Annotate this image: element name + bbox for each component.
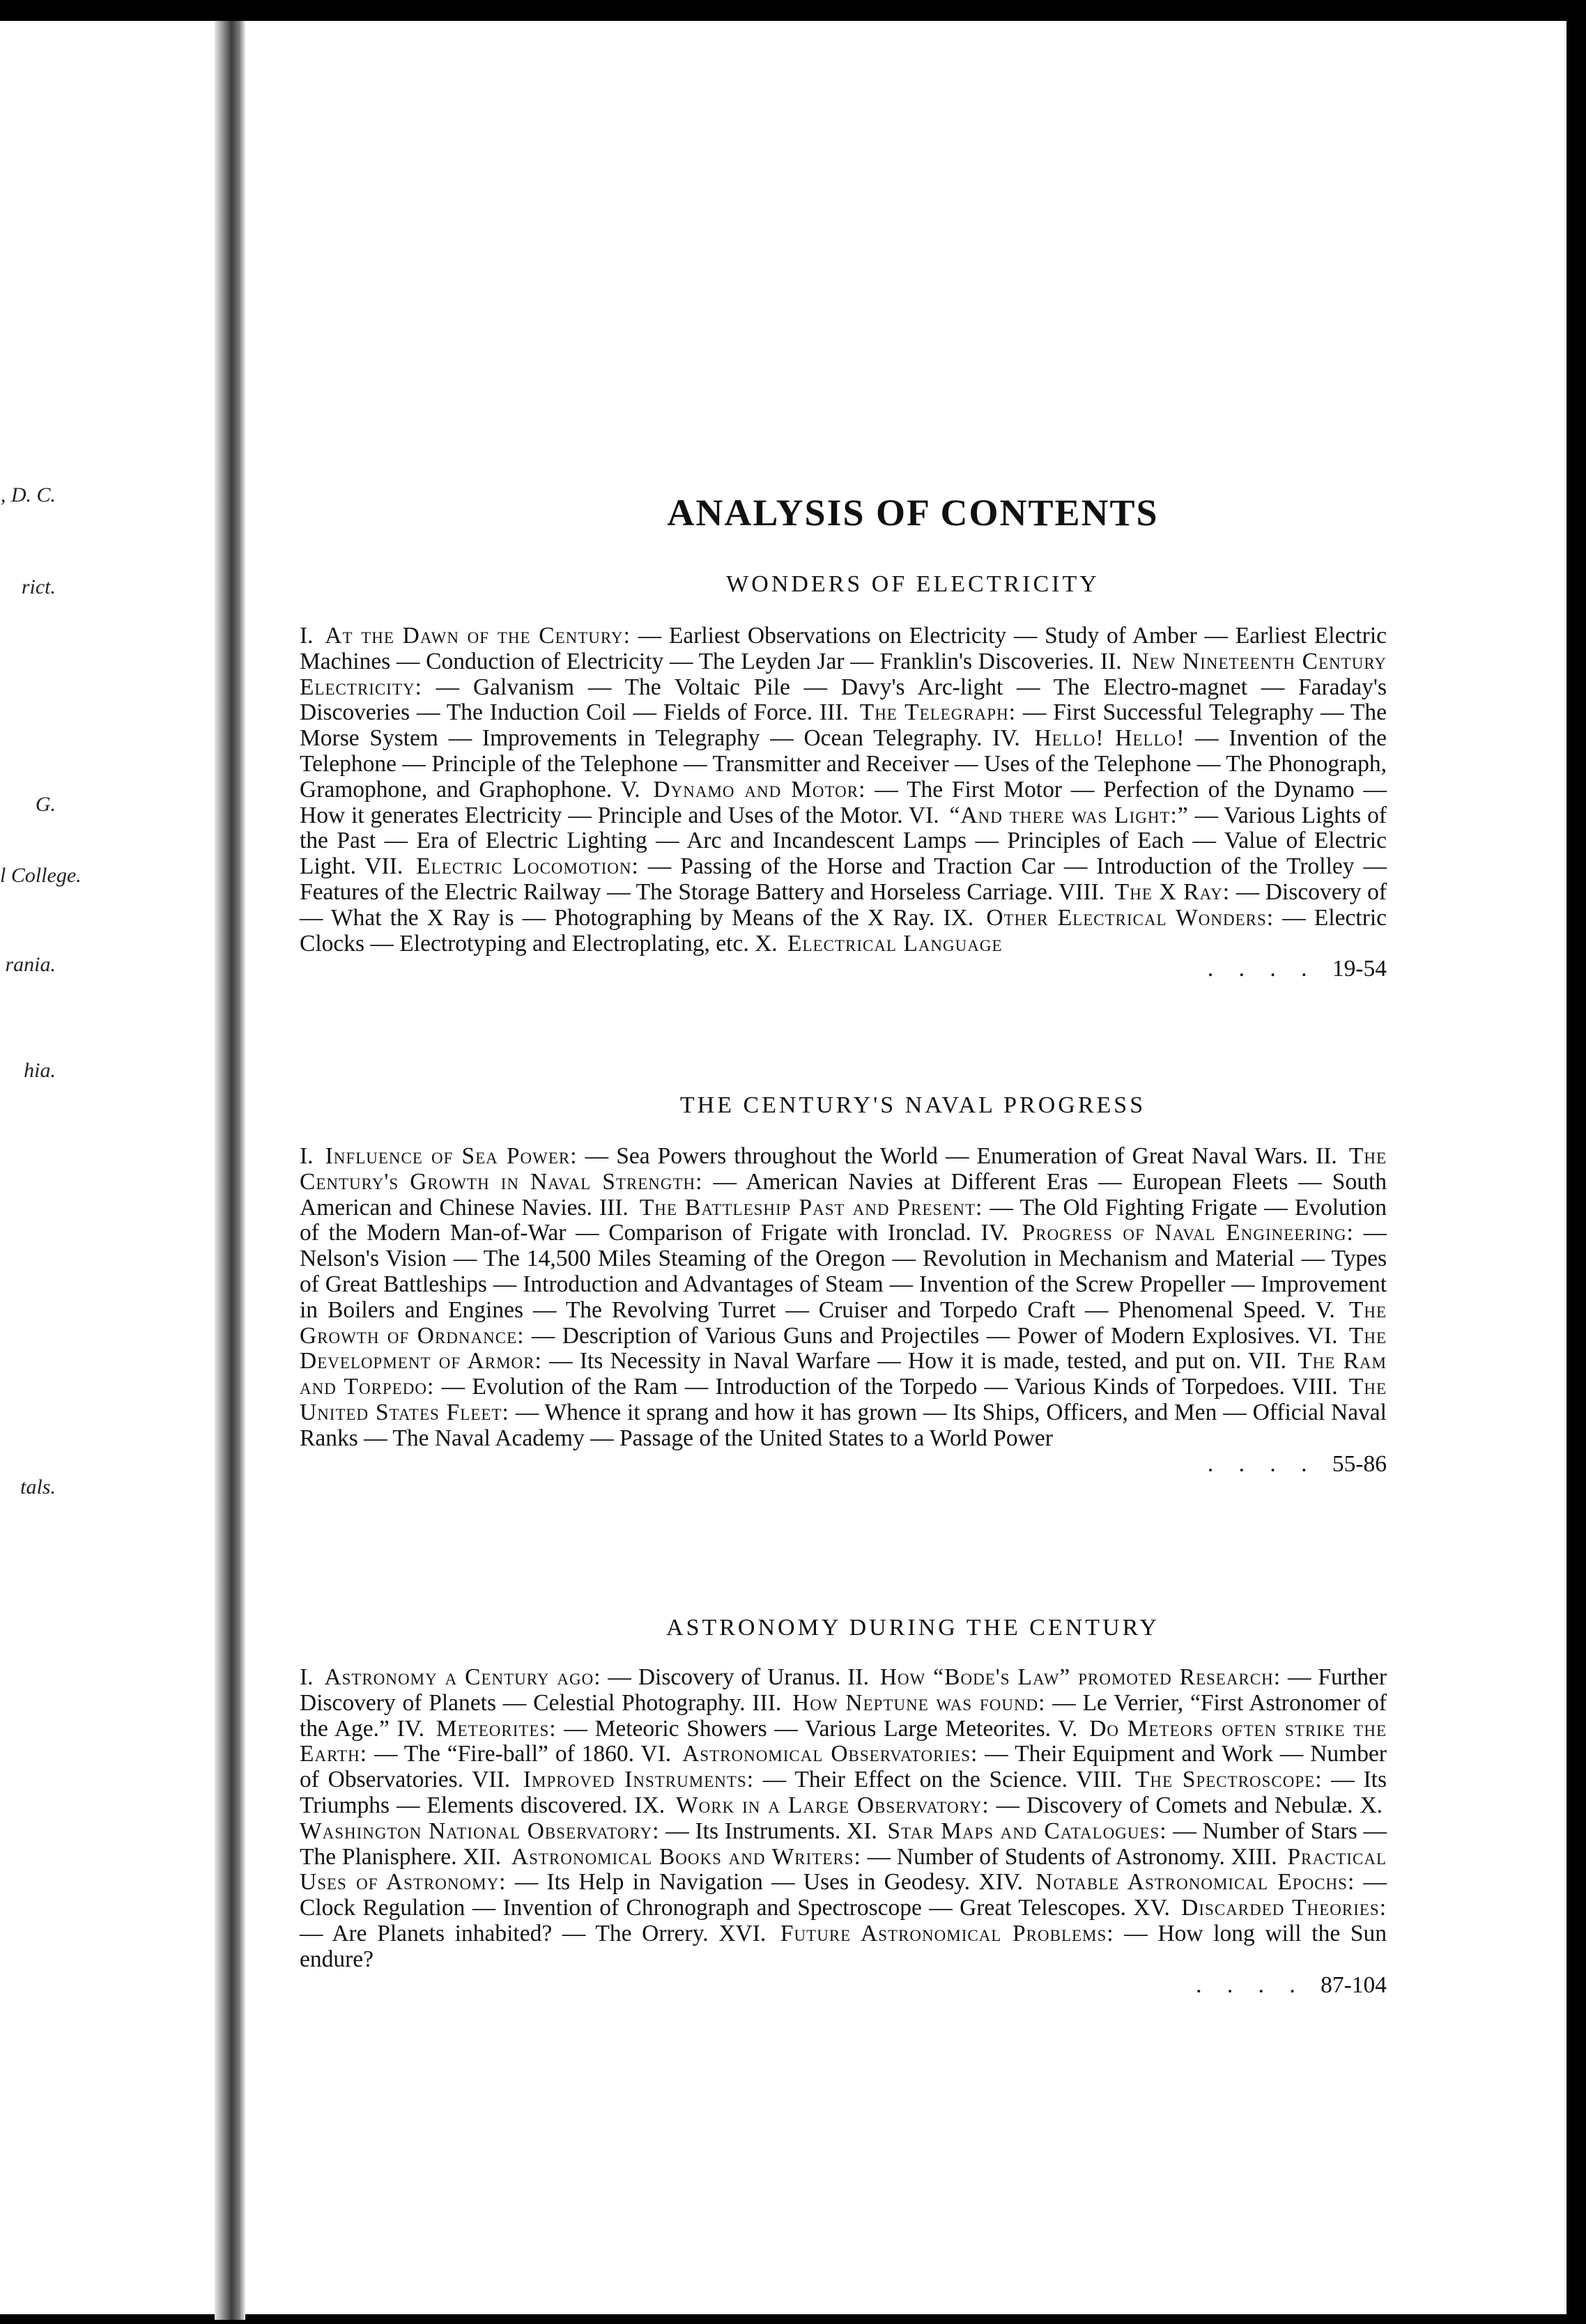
topic-description: — Number of Students of Astronomy. bbox=[861, 1843, 1225, 1870]
left-margin-fragment: l College. bbox=[0, 864, 82, 887]
topic-number: I. bbox=[300, 1143, 314, 1169]
topic-heading: Work in a Large Observatory: bbox=[676, 1792, 990, 1818]
topic-number: VI. bbox=[908, 802, 939, 828]
topic-description: — Its Help in Navigation — Uses in Geodesy. bbox=[506, 1869, 971, 1896]
topic-heading: The Telegraph: bbox=[859, 699, 1017, 726]
topic-heading: Notable Astronomical Epochs: bbox=[1035, 1869, 1355, 1896]
dot-leader: . . . . bbox=[1196, 1972, 1321, 1998]
topic-entry bbox=[463, 1844, 1225, 1870]
topic-number: X. bbox=[755, 930, 778, 956]
topic-number: XIII. bbox=[1231, 1843, 1277, 1870]
topic-heading: Astronomical Observatories: bbox=[682, 1741, 978, 1767]
topic-number: XIV. bbox=[978, 1869, 1023, 1896]
topic-heading: Dynamo and Motor: bbox=[653, 776, 866, 803]
left-margin-fragment: , D. C. bbox=[0, 483, 56, 506]
topic-number: IV. bbox=[980, 1220, 1008, 1246]
topic-description: — Meteoric Showers — Various Large Meteorites. bbox=[556, 1715, 1052, 1742]
topic-description: — Le Verrier, “First Astronomer of the Age.” bbox=[300, 1689, 1387, 1742]
section-title-astronomy: ASTRONOMY DURING THE CENTURY bbox=[666, 1615, 1160, 1641]
topic-heading: How “Bode's Law” promoted Research: bbox=[879, 1664, 1281, 1690]
left-margin-fragment: G. bbox=[35, 793, 56, 816]
page-title: ANALYSIS OF CONTENTS bbox=[667, 492, 1159, 534]
topic-heading: How Neptune was found: bbox=[792, 1689, 1046, 1716]
topic-number: X. bbox=[1360, 1792, 1383, 1818]
topic-heading: New Nineteenth Century Electricity: bbox=[300, 648, 1387, 700]
topic-heading: Progress of Naval Engineering: bbox=[1022, 1220, 1354, 1246]
topic-description: — Galvanism — The Voltaic Pile — Davy's Arc-light — The Electro-magnet — Faraday's Discoveries — The Induction Coil — Fields of Force. bbox=[300, 674, 1387, 726]
page-range: 55-86 bbox=[1332, 1451, 1387, 1477]
topic-number: I. bbox=[300, 1664, 314, 1690]
topic-heading: Improved Instruments: bbox=[523, 1767, 755, 1793]
topic-heading: The Development of Armor: bbox=[300, 1322, 1387, 1374]
dot-leader: . . . . bbox=[1207, 956, 1332, 982]
topic-heading: Electrical Language bbox=[787, 930, 1003, 956]
page-range-line bbox=[300, 956, 1387, 982]
topic-description: — Whence it sprang and how it has grown — Its Ships, Officers, and Men — Official Naval Ranks — The Naval Academy — Passage of the United States to a World Power bbox=[300, 1399, 1387, 1451]
topic-number: III. bbox=[819, 699, 849, 726]
topic-number: VI. bbox=[640, 1741, 672, 1767]
topic-entry bbox=[300, 1143, 1308, 1169]
topic-description: — Their Effect on the Science. bbox=[754, 1767, 1068, 1793]
topic-description: — Evolution of the Ram — Introduction of the Torpedo — Various Kinds of Torpedoes. bbox=[434, 1374, 1285, 1400]
topic-number: III. bbox=[599, 1194, 629, 1221]
topic-heading: Meteorites: bbox=[436, 1715, 557, 1742]
topic-description: — Its Triumphs — Elements discovered. bbox=[300, 1767, 1387, 1818]
topic-number: IX. bbox=[634, 1792, 665, 1818]
topic-heading: Discarded Theories: bbox=[1181, 1895, 1387, 1921]
topic-number: II. bbox=[1316, 1143, 1337, 1169]
topic-description: — Further Discovery of Planets — Celestial Photography. bbox=[300, 1664, 1387, 1716]
topic-heading: Astronomy a Century ago: bbox=[324, 1664, 601, 1690]
topic-description: — Its Necessity in Naval Warfare — How it is made, tested, and put on. bbox=[541, 1348, 1242, 1374]
topic-number: V. bbox=[1315, 1296, 1335, 1323]
topic-description: — Their Equipment and Work — Number of Observatories. bbox=[300, 1741, 1387, 1793]
topic-description: — The Old Fighting Frigate — Evolution of the Modern Man-of-War — Comparison of Frigate with Ironclad. bbox=[300, 1194, 1387, 1246]
topic-number: II. bbox=[1100, 648, 1122, 674]
left-margin-fragment: hia. bbox=[24, 1059, 56, 1082]
topic-entry bbox=[472, 1767, 1068, 1792]
topic-description: — Earliest Observations on Electricity — Study of Amber — Earliest Electric Machines — Conduction of Electricity — The Leyden Jar — Franklin's Discoveries. bbox=[300, 623, 1387, 674]
topic-number: IX. bbox=[943, 904, 974, 931]
topic-description: — The “Fire-ball” of 1860. bbox=[367, 1741, 635, 1767]
left-margin-fragment: rania. bbox=[5, 953, 56, 976]
topic-description: — Electric Clocks — Electrotyping and Electroplating, etc. bbox=[300, 904, 1387, 956]
topic-number: V. bbox=[620, 776, 640, 803]
topic-number: IV. bbox=[396, 1715, 425, 1742]
topic-number: VIII. bbox=[1291, 1374, 1338, 1400]
topic-description: — Discovery of — What the X Ray is — Photographing by Means of the X Ray. bbox=[300, 878, 1387, 931]
topic-number: II. bbox=[847, 1664, 869, 1690]
topic-heading: The Battleship Past and Present: bbox=[639, 1194, 983, 1221]
topic-heading: Practical Uses of Astronomy: bbox=[300, 1843, 1387, 1896]
page-range-line bbox=[300, 1973, 1387, 1999]
topic-entry bbox=[300, 1664, 840, 1690]
topic-number: I. bbox=[300, 623, 314, 649]
topic-heading: The X Ray: bbox=[1114, 878, 1231, 905]
left-margin-fragment: rict. bbox=[21, 575, 56, 598]
topic-description: — How long will the Sun endure? bbox=[300, 1920, 1387, 1972]
topic-number: VI. bbox=[1307, 1322, 1338, 1349]
topic-description: — Various Lights of the Past — Era of Electric Lighting — Arc and Incandescent Lamps — Principles of Each — Value of Electric Light. bbox=[300, 802, 1387, 880]
page-range: 19-54 bbox=[1332, 956, 1387, 982]
topic-number: III. bbox=[752, 1689, 782, 1716]
topic-description: — Passing of the Horse and Traction Car — Introduction of the Trolley — Features of the Electric Railway — The Storage Battery and Horseless Carriage. bbox=[300, 853, 1387, 905]
topic-description: — American Navies at Different Eras — European Fleets — South American and Chinese Navies. bbox=[300, 1168, 1387, 1221]
topic-heading: Future Astronomical Problems: bbox=[780, 1920, 1114, 1946]
topic-entry bbox=[397, 1716, 1051, 1742]
topic-description: — First Successful Telegraphy — The Morse System — Improvements in Telegraphy — Ocean Telegraphy. bbox=[300, 699, 1387, 752]
topic-description: — Are Planets inhabited? — The Orrery. bbox=[300, 1920, 709, 1946]
topic-number: XI. bbox=[847, 1818, 877, 1844]
topic-entry bbox=[634, 1792, 1353, 1818]
topic-number: XVI. bbox=[718, 1920, 767, 1946]
topic-number: XII. bbox=[463, 1843, 502, 1870]
topic-description: — Number of Stars — The Planisphere. bbox=[300, 1818, 1387, 1870]
topic-description: — Description of Various Guns and Projectiles — Power of Modern Explosives. bbox=[524, 1322, 1300, 1349]
topic-description: — Discovery of Uranus. bbox=[601, 1664, 841, 1690]
topic-entry bbox=[755, 931, 1002, 956]
page-range: 87-104 bbox=[1321, 1972, 1387, 1998]
topic-description: — Its Instruments. bbox=[659, 1818, 841, 1844]
topic-description: — Invention of the Telephone — Principle of the Telephone — Transmitter and Receiver — Uses of the Telephone — The Phonograph, Gramophone, and Graphophone. bbox=[300, 725, 1387, 803]
topic-heading: Electric Locomotion: bbox=[416, 853, 639, 880]
topic-number: VII. bbox=[1248, 1348, 1286, 1374]
topic-heading: Influence of Sea Power: bbox=[325, 1143, 578, 1169]
topic-heading: Hello! Hello! bbox=[1034, 725, 1185, 752]
section-body-astronomy bbox=[300, 1665, 1387, 1998]
topic-number: XV. bbox=[1133, 1895, 1170, 1921]
topic-description: — The First Motor — Perfection of the Dynamo — How it generates Electricity — Principle and Uses of the Motor. bbox=[300, 776, 1387, 828]
section-title-electricity: WONDERS OF ELECTRICITY bbox=[726, 571, 1100, 597]
section-title-naval: THE CENTURY'S NAVAL PROGRESS bbox=[679, 1092, 1146, 1118]
topic-number: IV. bbox=[992, 725, 1020, 752]
topic-description: — Clock Regulation — Invention of Chronograph and Spectroscope — Great Telescopes. bbox=[300, 1869, 1387, 1921]
scan-border-right bbox=[1566, 0, 1586, 2324]
topic-description: — Sea Powers throughout the World — Enumeration of Great Naval Wars. bbox=[577, 1143, 1308, 1169]
topic-heading: “And there was Light:” bbox=[949, 802, 1189, 828]
section-body-electricity bbox=[300, 623, 1387, 982]
topic-heading: Do Meteors often strike the Earth: bbox=[300, 1715, 1387, 1767]
section-body-naval bbox=[300, 1144, 1387, 1477]
page-range-line bbox=[300, 1452, 1387, 1478]
topic-heading: The United States Fleet: bbox=[300, 1374, 1387, 1425]
topic-number: V. bbox=[1058, 1715, 1078, 1742]
topic-heading: Washington National Observatory: bbox=[300, 1818, 660, 1844]
topic-heading: Star Maps and Catalogues: bbox=[887, 1818, 1167, 1844]
topic-heading: The Spectroscope: bbox=[1134, 1767, 1323, 1793]
topic-heading: At the Dawn of the Century: bbox=[325, 623, 631, 649]
scan-border-top bbox=[0, 0, 1586, 21]
topic-description: — Discovery of Comets and Nebulæ. bbox=[989, 1792, 1353, 1818]
page-gutter-shadow bbox=[215, 21, 245, 2320]
topic-heading: The Growth of Ordnance: bbox=[300, 1296, 1387, 1349]
left-margin-fragment: tals. bbox=[20, 1475, 56, 1498]
topic-number: VII. bbox=[472, 1767, 511, 1793]
topic-number: VIII. bbox=[1058, 878, 1105, 905]
topic-heading: Other Electrical Wonders: bbox=[986, 904, 1275, 931]
topic-heading: The Century's Growth in Naval Strength: bbox=[300, 1143, 1387, 1195]
topic-description: — Nelson's Vision — The 14,500 Miles Steaming of the Oregon — Revolution in Mechanism and Material — Types of Great Battleships — Introduction and Advantages of Steam — Invention of the Screw Propeller — Improvement in Boilers and Engines — The Revolving Turret — Cruiser and Torpedo Craft — Phenomenal Speed. bbox=[300, 1220, 1387, 1323]
topic-number: VII. bbox=[364, 853, 403, 880]
topic-number: VIII. bbox=[1076, 1767, 1123, 1793]
dot-leader: . . . . bbox=[1207, 1451, 1332, 1477]
topic-heading: Astronomical Books and Writers: bbox=[511, 1843, 861, 1870]
topic-heading: The Ram and Torpedo: bbox=[300, 1348, 1387, 1400]
